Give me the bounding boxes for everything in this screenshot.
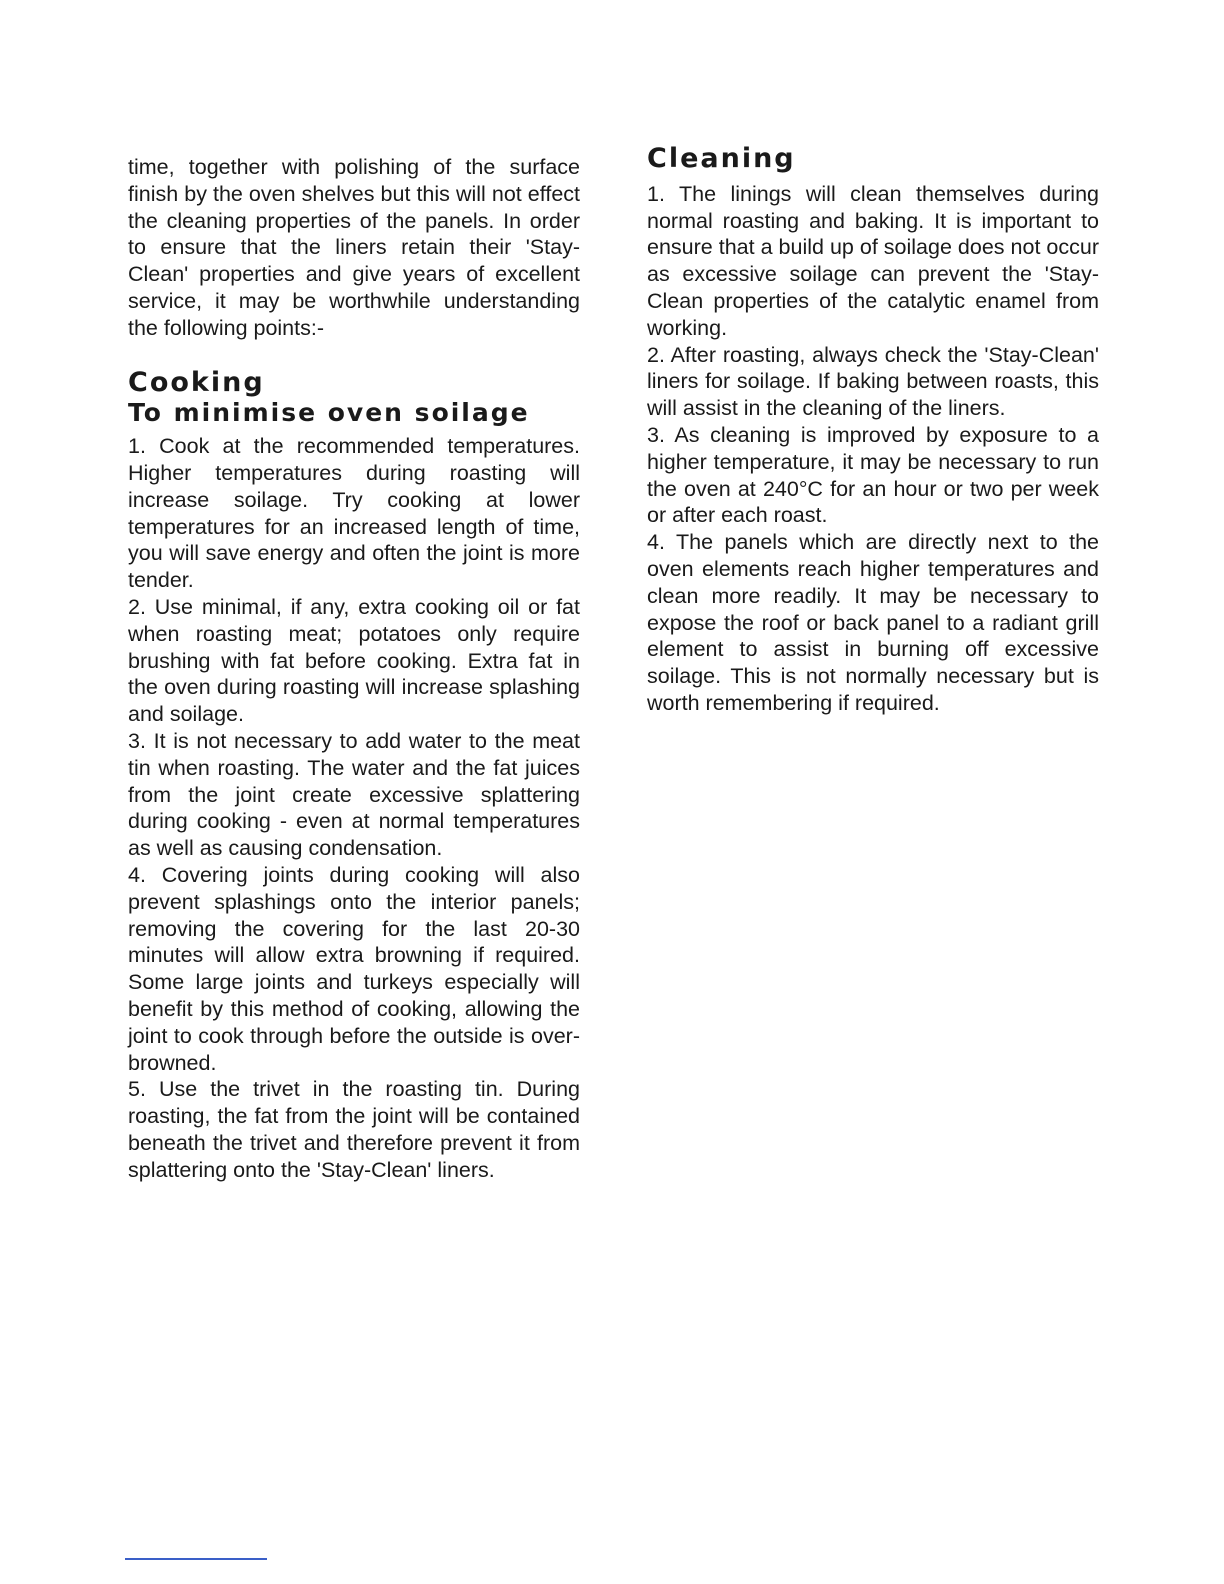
intro-paragraph: time, together with polishing of the surface finish by the oven shelves but this will not effect the cleaning properties of the panels. In order to ensure that the liners retain their 'Stay-Clean' properties and give years of excellent service, it may be worthwhile understanding the following points:- (128, 155, 580, 340)
cleaning-item-3: 3. As cleaning is improved by exposure to a higher temperature, it may be necessary to run the oven at 240°C for an hour or two per week or after each roast. (647, 422, 1099, 528)
left-column (128, 154, 580, 1183)
footer-rule (125, 1558, 267, 1560)
cleaning-item-2: 2. After roasting, always check the 'Stay-Clean' liners for soilage. If baking between roasts, this will assist in the cleaning of the liners. (647, 342, 1099, 421)
cleaning-item-4: 4. The panels which are directly next to the oven elements reach higher temperatures and clean more readily. It may be necessary to expose the roof or back panel to a radiant grill element to assist in burning off excessive soilage. This is not normally necessary but is worth remembering if required. (647, 530, 1099, 715)
minimise-soilage-subheading: To minimise oven soilage (128, 398, 530, 428)
cleaning-item-1: 1. The linings will clean themselves during normal roasting and baking. It is important to ensure that a build up of soilage does not occur as excessive soilage can prevent the 'Stay-Clean properties of the catalytic enamel from working. (647, 181, 1099, 340)
cooking-item-3: 3. It is not necessary to add water to the meat tin when roasting. The water and the fat juices from the joint create excessive splattering during cooking - even at normal temperatures as well as causing condensation. (128, 728, 580, 861)
cooking-item-2: 2. Use minimal, if any, extra cooking oil or fat when roasting meat; potatoes only require brushing with fat before cooking. Extra fat in the oven during roasting will increase splashing and soilage. (128, 594, 580, 727)
cooking-item-5: 5. Use the trivet in the roasting tin. During roasting, the fat from the joint will be contained beneath the trivet and therefore prevent it from splattering onto the 'Stay-Clean' liners. (128, 1077, 580, 1182)
cooking-item-4: 4. Covering joints during cooking will also prevent splashings onto the interior panels; removing the covering for the last 20-30 minutes will allow extra browning if required. Some large joints and turkeys especially will benefit by this method of cooking, allowing the joint to cook through before the outside is over-browned. (128, 862, 580, 1075)
cleaning-heading: Cleaning (647, 143, 796, 174)
right-column (647, 143, 1099, 717)
cooking-item-1: 1. Cook at the recommended temperatures. Higher temperatures during roasting will increase soilage. Try cooking at lower temperatures for an increased length of time, you will save energy and often the joint is more tender. (128, 434, 580, 593)
cooking-heading: Cooking (128, 366, 265, 398)
